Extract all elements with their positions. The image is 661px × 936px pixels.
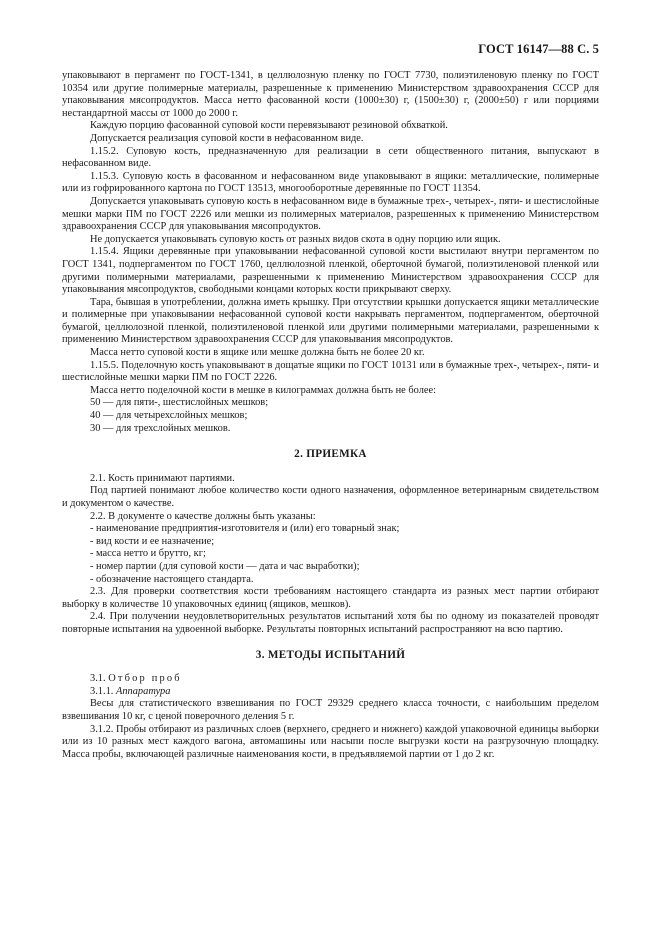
subsection-number: 3.1. [90, 673, 106, 685]
paragraph: Допускается упаковывать суповую кость в нефасованном виде в бумажные трех-, четырех-, пяти- и шестислойные мешки марки ПМ по ГОСТ 2226 или мешки из полимерных материалов, разрешенных к применению Министерством здравоохранения СССР для упаковывания мясопродуктов. [62, 195, 599, 233]
list-item: - наименование предприятия-изготовителя и (или) его товарный знак; [90, 523, 400, 535]
paragraph: 3.1.2. Пробы отбирают из различных слоев (верхнего, среднего и нижнего) каждой упаковочной единицы выборки или из 10 разных мест каждого вагона, автомашины или насыпи после выгрузки кости на разгрузочную площадку. Масса пробы, включающей различные наименования кости, в предъявляемой партии от 1 до 2 кг. [62, 723, 599, 760]
paragraph: 1.15.4. Ящики деревянные при упаковывании нефасованной суповой кости выстилают внутри пергаментом по ГОСТ 1341, подпергаментом по ГОСТ 1760, целлюлозной пленкой, оберточной бумагой, полиэтиленовой пленкой или другими полимерными материалами, разрешенными к применению Министерством здравоохранения СССР для упаковывания мясопродуктов, свободными концами которых кости прикрывают сверху. [62, 246, 599, 296]
section-title: 3. МЕТОДЫ ИСПЫТАНИЙ [255, 648, 406, 661]
paragraph: 1.15.2. Суповую кость, предназначенную для реализации в сети общественного питания, выпускают в нефасованном виде. [62, 145, 599, 170]
paragraph: 1.15.5. Поделочную кость упаковывают в дощатые ящики по ГОСТ 10131 или в бумажные трех-, четырех-, пяти- и шестислойные мешки марки ПМ по ГОСТ 2226. [62, 359, 599, 384]
paragraph: упаковывают в пергамент по ГОСТ-1341, в целлюлозную пленку по ГОСТ 7730, полиэтиленовую пленку по ГОСТ 10354 или другие полимерные материалы, разрешенные к применению Министерством здравоохранения СССР для упаковывания мясопродуктов. Масса нетто фасованной кости (1000±30) г, (1500±30) г, (2000±50) г или порциями нестандартной массы от 1000 до 2000 г. [62, 70, 599, 119]
section-title: 2. ПРИЕМКА [294, 448, 367, 461]
subsection-heading [62, 673, 599, 686]
paragraph: Допускается реализация суповой кости в нефасованном виде. [90, 132, 364, 144]
list-item: - масса нетто и брутто, кг; [90, 548, 206, 560]
paragraph: Не допускается упаковывать суповую кость от разных видов скота в одну порцию или ящик. [90, 233, 501, 245]
paragraph: 2.2. В документе о качестве должны быть указаны: [90, 510, 316, 522]
paragraph: Весы для статистического взвешивания по ГОСТ 29329 среднего класса точности, с наибольшим пределом взвешивания 10 кг, с ценой поверочного деления 5 г. [62, 698, 599, 722]
paragraph: Масса нетто поделочной кости в мешке в килограммах должна быть не более: [90, 384, 436, 396]
subsection-number: 3.1.1. [90, 685, 114, 697]
paragraph: 1.15.3. Суповую кость в фасованном и нефасованном виде упаковывают в ящики: металлические, полимерные или из гофрированного картона по ГОСТ 13513, многооборотные деревянные по ГОСТ 11354. [62, 170, 599, 195]
paragraph: Под партией понимают любое количество кости одного назначения, оформленное ветеринарным свидетельством и документом о качестве. [62, 485, 599, 509]
list-item: 30 — для трехслойных мешков. [90, 422, 231, 434]
page-header: ГОСТ 16147—88 С. 5 [478, 42, 599, 56]
list-item: - вид кости и ее назначение; [90, 535, 215, 547]
list-item: - номер партии (для суповой кости — дата и час выработки); [90, 560, 360, 572]
paragraph: 2.1. Кость принимают партиями. [90, 472, 235, 484]
paragraph: 2.4. При получении неудовлетворительных результатов испытаний хотя бы по одному из показателей проводят повторные испытания на удвоенной выборке. Результаты повторных испытаний распространяют на всю партию. [62, 611, 599, 635]
subsection-heading [62, 686, 599, 699]
list-item: 50 — для пяти-, шестислойных мешков; [90, 397, 269, 409]
list-item: - обозначение настоящего стандарта. [90, 573, 254, 585]
paragraph: Каждую порцию фасованной суповой кости перевязывают резиновой обхваткой. [90, 120, 448, 132]
paragraph: 2.3. Для проверки соответствия кости требованиям настоящего стандарта из разных мест партии отбирают выборку в количестве 10 упаковочных единиц (ящиков, мешков). [62, 586, 599, 610]
paragraph: Масса нетто суповой кости в ящике или мешке должна быть не более 20 кг. [90, 347, 425, 359]
list-item: 40 — для четырехслойных мешков; [90, 410, 248, 422]
subsection-title: Аппаратура [116, 685, 171, 697]
subsection-title: Отбор проб [108, 673, 182, 685]
paragraph: Тара, бывшая в употреблении, должна иметь крышку. При отсутствии крышки допускается ящики металлические и полимерные при упаковывании нефасованной суповой кости накрывать пергаментом, подпергаментом, оберточной бумагой, целлюлозной пленкой, полиэтиленовой пленкой или другими полимерными материалами, разрешенными к применению Министерством здравоохранения СССР для упаковывания мясопродуктов. [62, 296, 599, 346]
document-body [62, 70, 599, 761]
